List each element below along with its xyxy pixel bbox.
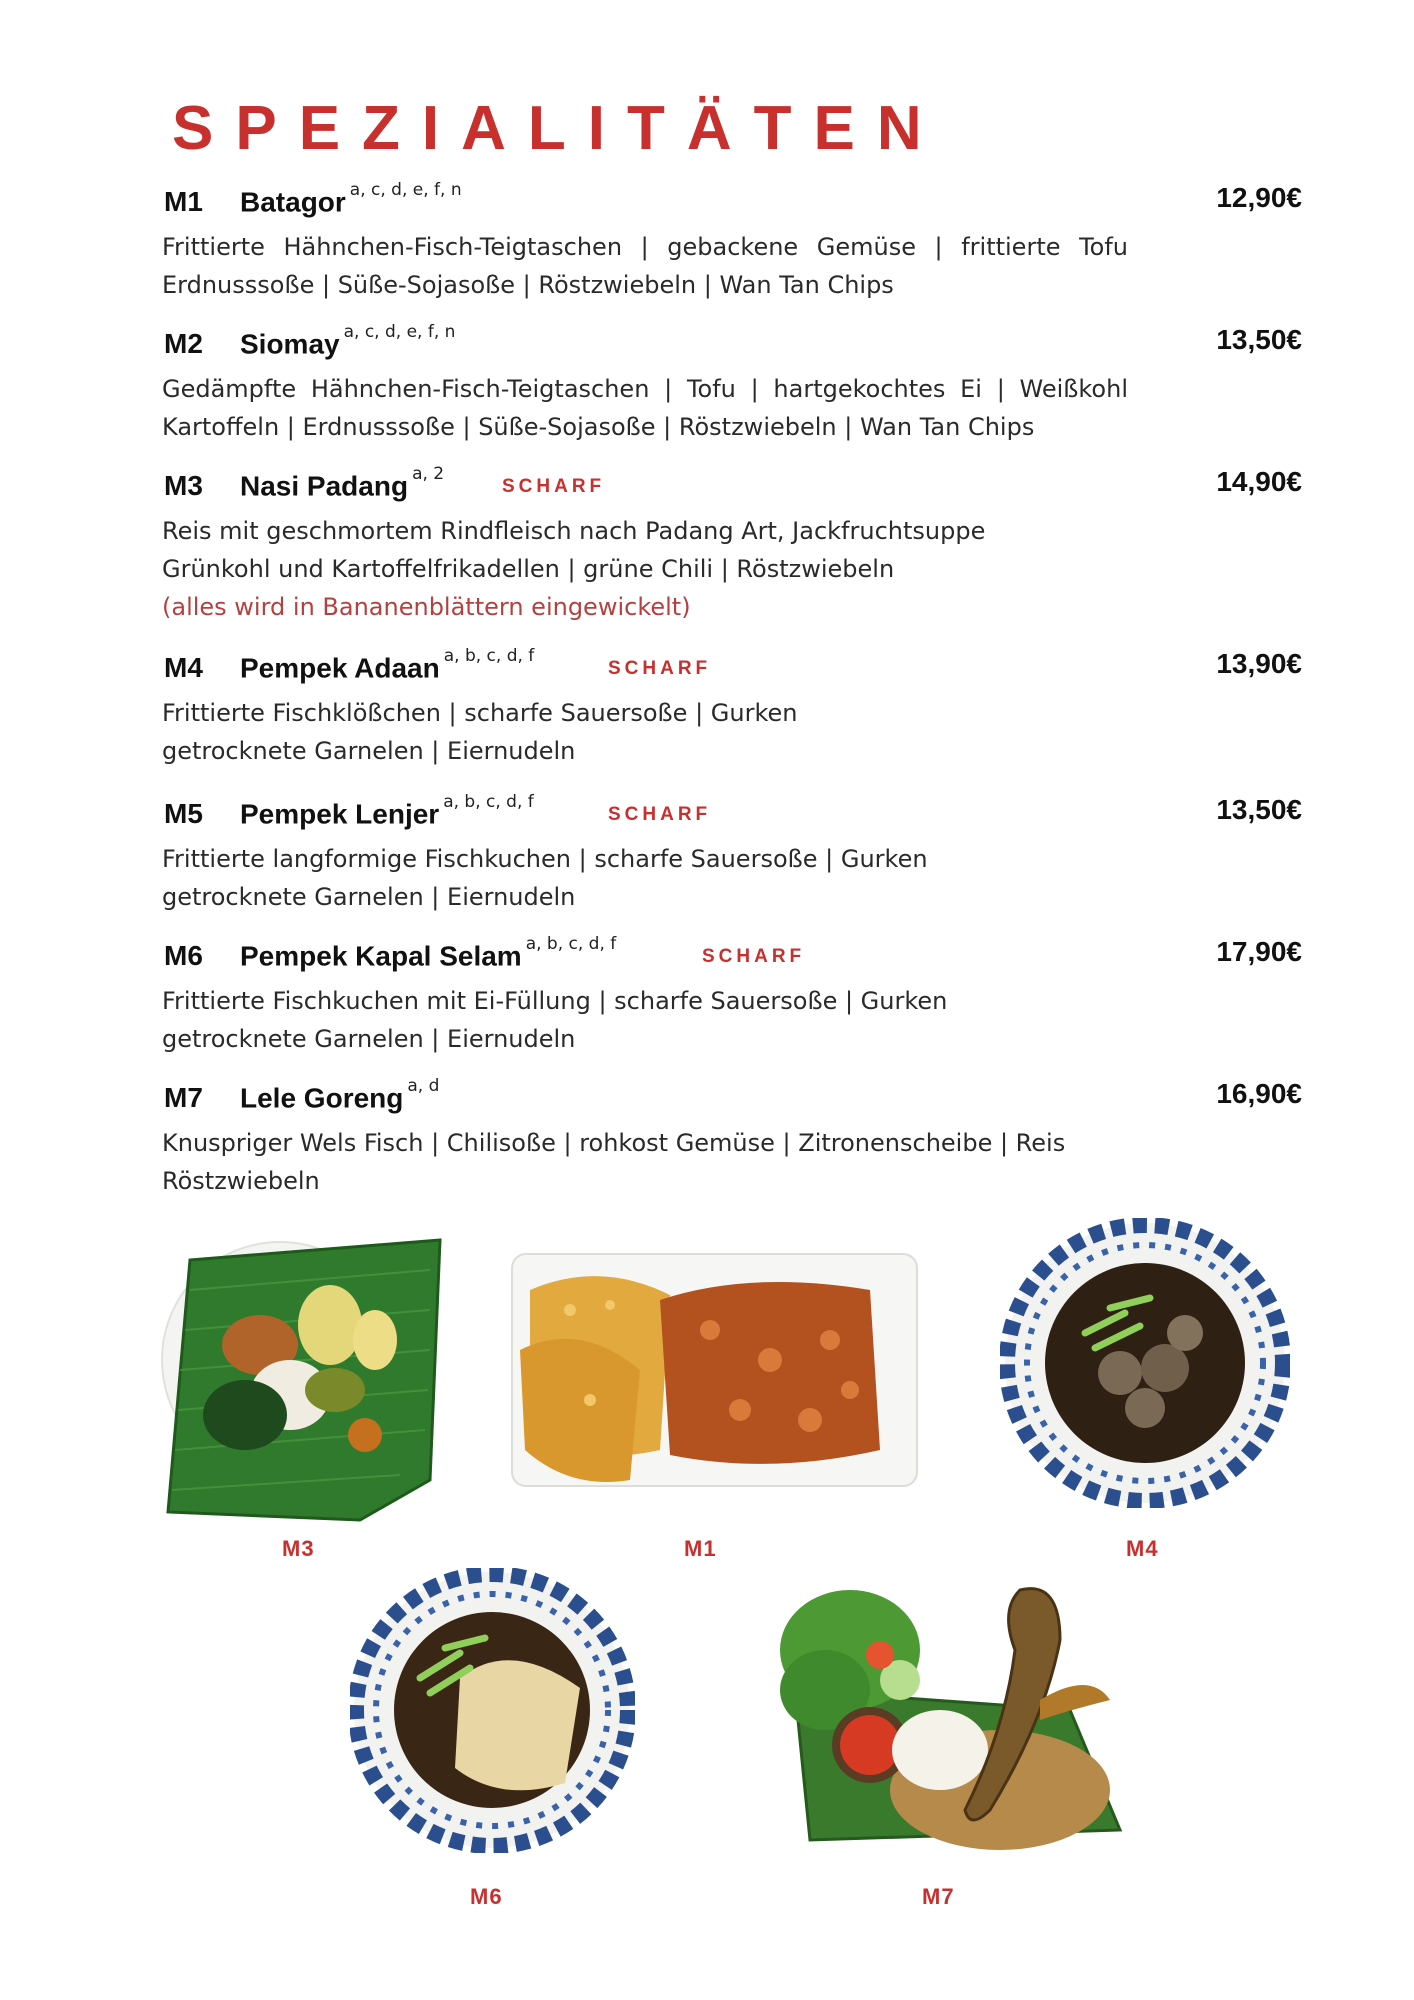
item-code: M6 — [164, 940, 203, 971]
dish-photo-m7 — [770, 1560, 1130, 1860]
allergen-codes: a, 2 — [412, 464, 445, 484]
item-name: Batagor $^{a, c, d, e, f, n}$ — [240, 180, 462, 218]
item-description: Frittierte Fischklößchen | scharfe Sauersoße | Gurken getrocknete Garnelen | Eiernudeln — [162, 699, 798, 765]
page-title: SPEZIALITÄTEN — [172, 94, 944, 163]
item-name: Pempek Kapal Selam $^{a, b, c, d, f}$ — [240, 934, 617, 972]
photo-caption: M6 — [470, 1884, 503, 1909]
spicy-badge: SCHARF — [502, 476, 606, 497]
item-description: Reis mit geschmortem Rindfleisch nach Padang Art, Jackfruchtsuppe Grünkohl und Kartoffelfrikadellen | grüne Chili | Röstzwiebeln (alles wird in Bananenblättern eingewickelt) — [162, 512, 1128, 626]
item-name: Siomay $^{a, c, d, e, f, n}$ — [240, 322, 456, 360]
item-description: Knuspriger Wels Fisch | Chilisoße | rohkost Gemüse | Zitronenscheibe | Reis Röstzwiebeln — [162, 1129, 1066, 1195]
item-description: Frittierte Fischkuchen mit Ei-Füllung | scharfe Sauersoße | Gurken getrocknete Garnelen | Eiernudeln — [162, 987, 948, 1053]
item-price: 17,90€ — [1216, 936, 1302, 967]
item-name: Lele Goreng $^{a, d}$ — [240, 1076, 440, 1114]
photo-caption: M4 — [1126, 1536, 1159, 1561]
item-price: 14,90€ — [1216, 466, 1302, 497]
allergen-codes: a, c, d, e, f, n — [349, 180, 462, 200]
photo-caption: M3 — [282, 1536, 315, 1561]
dish-photo-m1 — [510, 1250, 920, 1490]
dish-photo-m6 — [350, 1568, 635, 1853]
item-code: M1 — [164, 186, 203, 217]
item-note: (alles wird in Bananenblättern eingewickelt) — [162, 593, 691, 621]
item-code: M5 — [164, 798, 203, 829]
allergen-codes: a, d — [407, 1076, 440, 1096]
item-price: 13,50€ — [1216, 794, 1302, 825]
item-name: Pempek Adaan $^{a, b, c, d, f}$ — [240, 646, 535, 684]
menu-item-m2 — [162, 322, 1302, 446]
item-name: Pempek Lenjer $^{a, b, c, d, f}$ — [240, 792, 534, 830]
allergen-codes: a, b, c, d, f — [443, 646, 535, 666]
item-price: 12,90€ — [1216, 182, 1302, 213]
spicy-badge: SCHARF — [608, 804, 712, 825]
allergen-codes: a, c, d, e, f, n — [343, 322, 456, 342]
allergen-codes: a, b, c, d, f — [443, 792, 534, 812]
menu-item-m1 — [162, 180, 1302, 304]
item-code: M7 — [164, 1082, 203, 1113]
allergen-codes: a, b, c, d, f — [525, 934, 617, 954]
spicy-badge: SCHARF — [702, 946, 806, 967]
item-description: Gedämpfte Hähnchen-Fisch-Teigtaschen | Tofu | hartgekochtes Ei | Weißkohl Kartoffeln | Erdnusssoße | Süße-Sojasoße | Röstzwiebeln | Wan Tan Chips — [162, 375, 1128, 441]
menu-item-m7 — [162, 1076, 1302, 1200]
photo-caption: M1 — [684, 1536, 717, 1561]
menu-item-m5 — [162, 792, 1302, 916]
menu-item-m6 — [162, 934, 1302, 1058]
item-code: M2 — [164, 328, 203, 359]
dish-photo-m4 — [1000, 1218, 1290, 1508]
item-price: 13,50€ — [1216, 324, 1302, 355]
dish-photo-m3 — [160, 1230, 460, 1530]
menu-item-m3 — [162, 464, 1302, 626]
photo-caption: M7 — [922, 1884, 955, 1909]
item-description: Frittierte langformige Fischkuchen | scharfe Sauersoße | Gurken getrocknete Garnelen | Eiernudeln — [162, 845, 928, 911]
item-price: 13,90€ — [1216, 648, 1302, 679]
item-code: M4 — [164, 652, 203, 683]
item-description: Frittierte Hähnchen-Fisch-Teigtaschen | gebackene Gemüse | frittierte Tofu Erdnusssoße | Süße-Sojasoße | Röstzwiebeln | Wan Tan Chips — [162, 233, 1128, 299]
item-name: Nasi Padang $^{a, 2}$ — [240, 464, 445, 502]
spicy-badge: SCHARF — [608, 658, 712, 679]
item-code: M3 — [164, 470, 203, 501]
menu-item-m4 — [162, 646, 1302, 770]
item-price: 16,90€ — [1216, 1078, 1302, 1109]
